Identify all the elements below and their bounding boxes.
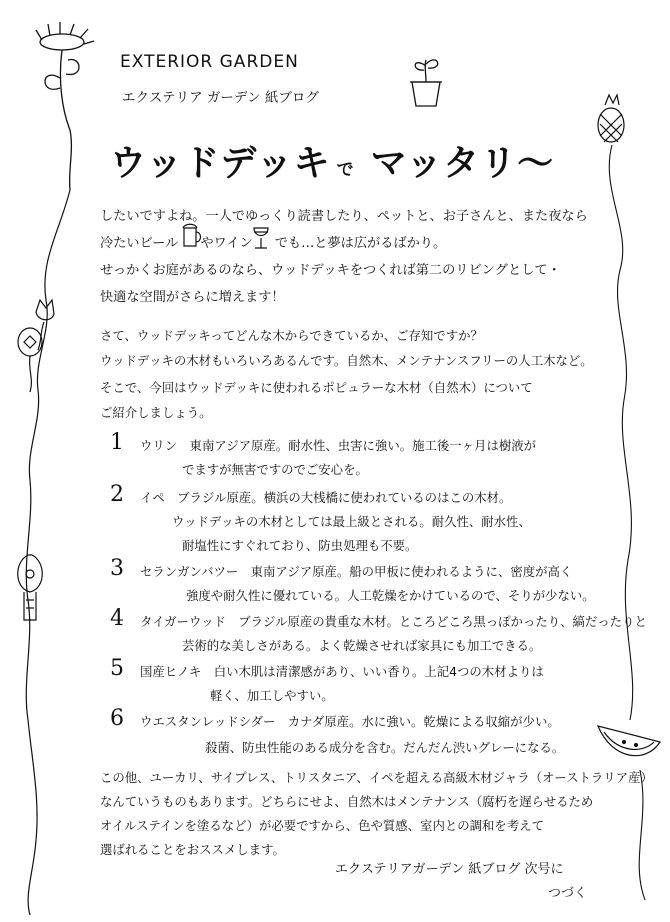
item-line: セランガンバツー 東南アジア原産。船の甲板に使われるように、密度が高く <box>140 564 573 579</box>
item-number: 6 <box>110 706 124 731</box>
balloon-icon <box>18 328 42 392</box>
intro-line-1: したいですよね。一人でゆっくり読書したり、ペットと、お子さんと、また夜なら <box>100 209 588 224</box>
item-number: 4 <box>110 606 124 631</box>
item-number: 2 <box>110 482 124 507</box>
item-number: 5 <box>110 656 124 681</box>
page-title <box>110 135 554 186</box>
wind-chime-icon <box>18 555 43 620</box>
intro-beer-text: 冷たいビール <box>100 236 179 251</box>
item-line: でますが無害ですのでご安心を。 <box>182 462 368 477</box>
item-line: 軽く、加工しやすい。 <box>210 688 334 703</box>
vine-line <box>26 190 70 915</box>
header-title-jp: エクステリア ガーデン 紙ブログ <box>122 90 319 106</box>
item-line: ウッドデッキの木材としては最上級とされる。耐久性、耐水性、 <box>172 514 531 529</box>
title-part2: マッタリ〜 <box>370 143 555 184</box>
item-line: 殺菌、防虫性能のある成分を含む。だんだん渋いグレーになる。 <box>205 740 565 755</box>
signature-line-2: つづく <box>548 886 588 901</box>
outro-line-3: オイルステインを塗るなど）が必要ですから、色や質感、室内との調和を考えて <box>100 818 544 833</box>
intro-line-2 <box>100 232 446 251</box>
item-line: 耐塩性にすぐれており、防虫処理も不要。 <box>182 538 418 553</box>
watermelon-icon <box>598 726 660 756</box>
item-line: ウエスタンレッドシダー カナダ原産。水に強い。乾燥による収縮が少い。 <box>140 714 560 729</box>
title-part1: ウッドデッキ <box>110 143 331 184</box>
item-line: 芸術的な美しさがある。よく乾燥させれば家具にも加工できる。 <box>182 638 542 653</box>
sunflower-icon <box>36 22 94 190</box>
pineapple-icon <box>598 95 624 142</box>
intro-line-4: 快適な空間がさらに増えます！ <box>100 290 285 305</box>
para2-line-1: さて、ウッドデッキってどんな木からできているか、ご存知ですか？ <box>100 328 483 343</box>
item-line: タイガーウッド ブラジル原産の貴重な木材。ところどころ黒っぽかったり、縞だったりと <box>140 614 647 629</box>
potted-plant-icon <box>410 60 442 106</box>
header-title-en: EXTERIOR GARDEN <box>120 52 299 72</box>
right-vine-line <box>609 145 632 720</box>
signature-line-1: エクステリアガーデン 紙ブログ 次号に <box>335 862 564 877</box>
para2-line-4: ご紹介しましょう。 <box>100 405 212 420</box>
intro-line-3: せっかくお庭があるのなら、ウッドデッキをつくれば第二のリビングとして・ <box>100 263 561 278</box>
item-number: 1 <box>110 430 124 455</box>
item-line: 強度や耐久性に優れている。人工乾燥をかけているので、そりが少ない。 <box>186 588 595 603</box>
outro-line-2: なんていうものもあります。どちらにせよ、自然木はメンテナンス（腐朽を遅らせるため <box>100 794 594 809</box>
item-line: イペ ブラジル原産。横浜の大桟橋に使われているのはこの木材。 <box>140 490 512 505</box>
intro-dream-text: でも…と夢は広がるばかり。 <box>274 236 447 251</box>
item-line: 国産ヒノキ 白い木肌は清潔感があり、いい香り。上記4つの木材よりは <box>140 664 544 679</box>
outro-line-1: この他、ユーカリ、サイプレス、トリスタニア、イペを超える高級木材ジャラ（オーストラリア産） <box>100 770 653 785</box>
para2-line-3: そこで、今回はウッドデッキに使われるポピュラーな木材（自然木）について <box>100 380 533 395</box>
item-line: ウリン 東南アジア原産。耐水性、虫害に強い。施工後一ヶ月は樹液が <box>140 438 537 453</box>
title-connector: で <box>336 160 355 180</box>
outro-line-4: 選ばれることをおススメします。 <box>100 842 285 857</box>
tulip-icon <box>36 300 54 350</box>
item-number: 3 <box>110 556 124 581</box>
para2-line-2: ウッドデッキの木材もいろいろあるんです。自然木、メンテナンスフリーの人工木など。 <box>100 353 593 368</box>
intro-wine-text: やワイン <box>200 236 253 251</box>
